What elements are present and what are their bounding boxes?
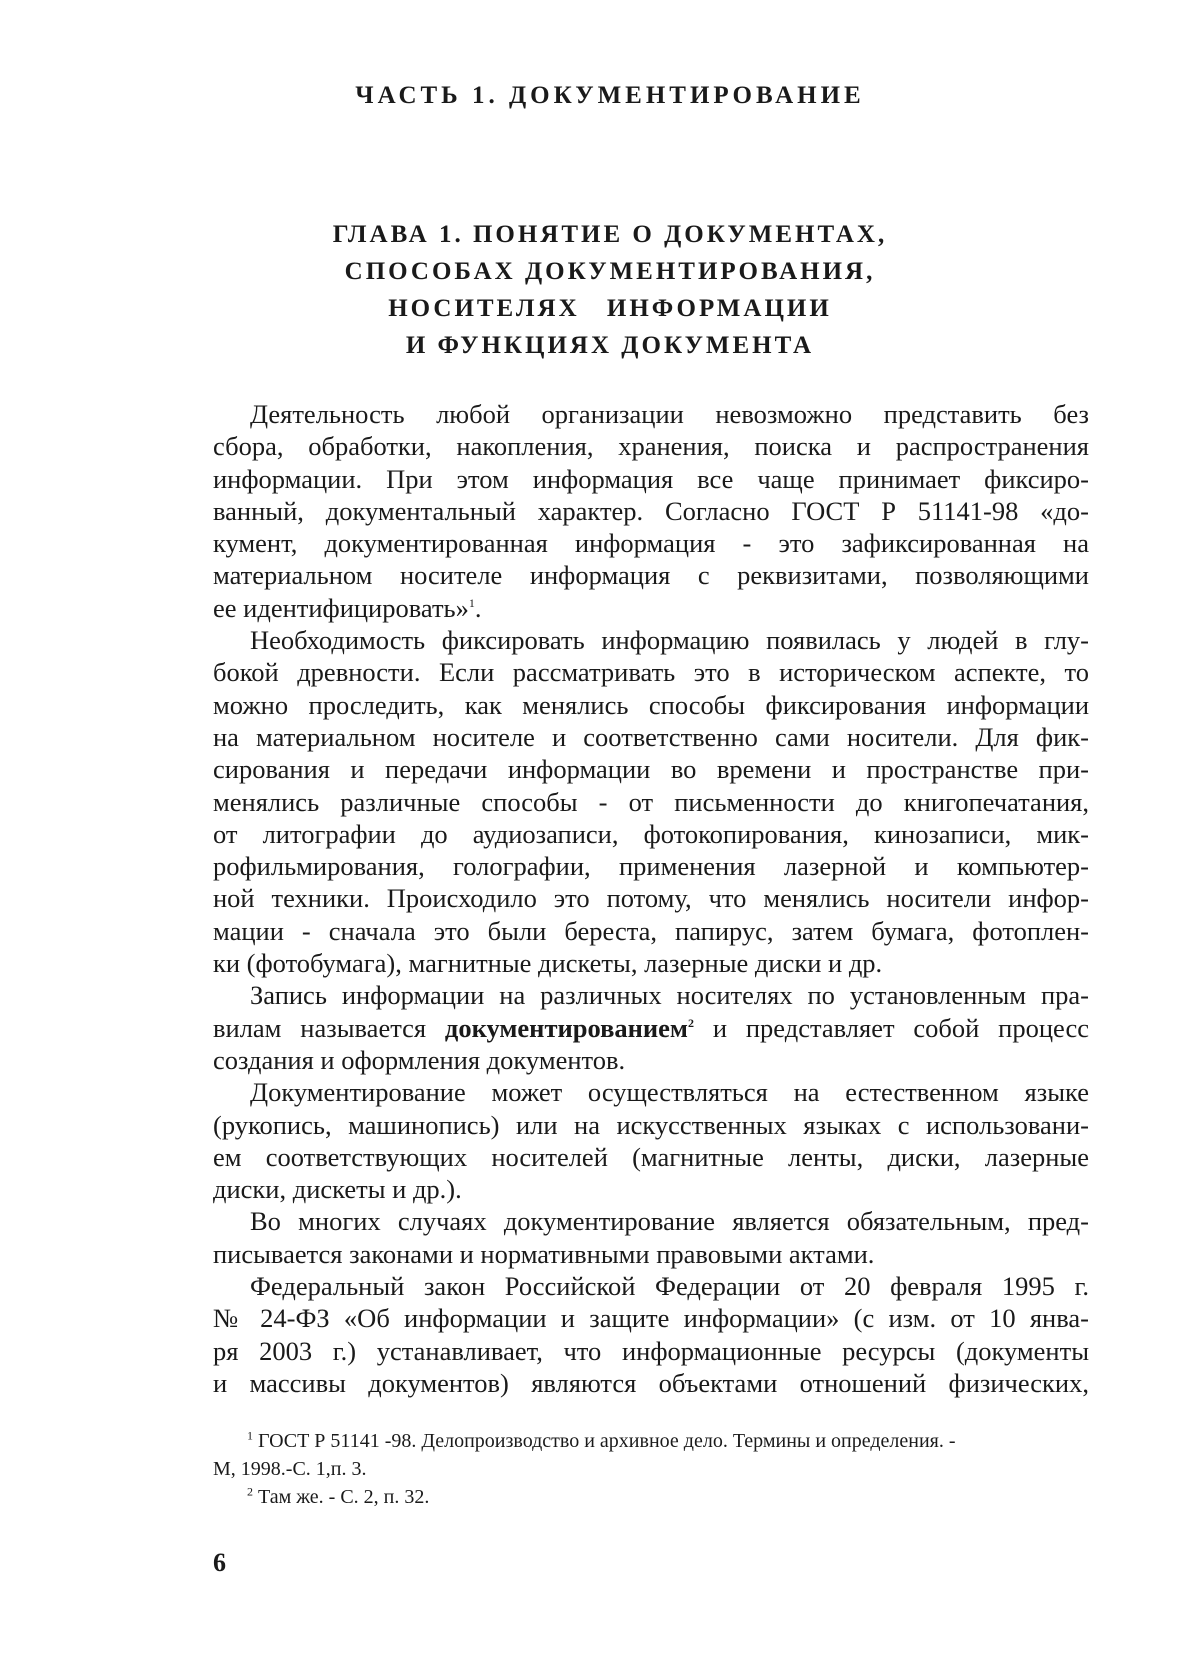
page-number: 6 [213,1548,226,1578]
text-line: Федеральный закон Российской Федерации от 20 февраля 1995 г. [213,1270,1089,1302]
text-line: ем соответствующих носителей (магнитные ленты, диски, лазерные [213,1141,1089,1173]
footnote-ref: 1 [469,596,475,610]
paragraph-5 [213,1205,1089,1270]
part-title: ЧАСТЬ 1. ДОКУМЕНТИРОВАНИЕ [0,82,1200,110]
text-line: материальном носителе информация с реквизитами, позволяющими [213,559,1089,591]
footnote-text: Там же. - С. 2, п. 32. [258,1486,429,1508]
footnotes [213,1427,1089,1511]
text-line: Во многих случаях документирование является обязательным, пред- [213,1205,1089,1237]
text-line: мации - сначала это были береста, папирус, затем бумага, фотоплен- [213,915,1089,947]
text-line: бокой древности. Если рассматривать это в историческом аспекте, то [213,656,1089,688]
text-line: от литографии до аудиозаписи, фотокопирования, кинозаписи, мик- [213,818,1089,850]
footnote-number: 1 [247,1428,253,1442]
bold-term: документированием [445,1013,688,1043]
footnote-2 [213,1483,1089,1511]
footnote-1-continued: М, 1998.-С. 1,п. 3. [213,1455,1089,1483]
text-line: № 24-ФЗ «Об информации и защите информации» (с изм. от 10 янва- [213,1302,1089,1334]
paragraph-3 [213,979,1089,1076]
text-line: кумент, документированная информация - это зафиксированная на [213,527,1089,559]
text-line: на материальном носителе и соответственно сами носители. Для фик- [213,721,1089,753]
text-line: писывается законами и нормативными правовыми актами. [213,1238,1089,1270]
text-line: менялись различные способы - от письменности до книгопечатания, [213,786,1089,818]
footnote-text: ГОСТ Р 51141 -98. Делопроизводство и архивное дело. Термины и определения. - [258,1430,956,1452]
text-line: Деятельность любой организации невозможно представить без [213,398,1089,430]
text-line [213,592,1089,624]
text-line: создания и оформления документов. [213,1044,1089,1076]
footnote-1 [213,1427,1089,1455]
text-fragment: вилам называется [213,1013,445,1043]
paragraph-6 [213,1270,1089,1399]
text-fragment: ее идентифицировать» [213,593,469,623]
text-line: Необходимость фиксировать информацию появилась у людей в глу- [213,624,1089,656]
text-fragment: и представляет собой процесс [694,1013,1089,1043]
footnote-number: 2 [247,1484,253,1498]
text-line: можно проследить, как менялись способы фиксирования информации [213,689,1089,721]
paragraph-1 [213,398,1089,624]
text-line: ки (фотобумага), магнитные дискеты, лазерные диски и др. [213,947,1089,979]
text-line: рофильмирования, голографии, применения лазерной и компьютер- [213,850,1089,882]
paragraph-4 [213,1076,1089,1205]
text-line: Запись информации на различных носителях по установленным пра- [213,979,1089,1011]
text-line [213,1012,1089,1044]
text-line: сирования и передачи информации во времени и пространстве при- [213,753,1089,785]
text-line: ря 2003 г.) устанавливает, что информационные ресурсы (документы [213,1335,1089,1367]
text-line: ной техники. Происходило это потому, что менялись носители инфор- [213,882,1089,914]
text-line: (рукопись, машинопись) или на искусственных языках с использовани- [213,1109,1089,1141]
body-text [213,398,1089,1399]
chapter-title [0,216,1200,364]
document-page [0,0,1200,1675]
text-line: ванный, документальный характер. Согласно ГОСТ Р 51141-98 «до- [213,495,1089,527]
chapter-title-line: СПОСОБАХ ДОКУМЕНТИРОВАНИЯ, [20,253,1200,290]
text-fragment: . [475,593,482,623]
footnote-ref: 2 [688,1016,694,1030]
chapter-title-line: И ФУНКЦИЯХ ДОКУМЕНТА [20,327,1200,364]
chapter-title-line: ГЛАВА 1. ПОНЯТИЕ О ДОКУМЕНТАХ, [20,216,1200,253]
text-line: диски, дискеты и др.). [213,1173,1089,1205]
text-line: сбора, обработки, накопления, хранения, поиска и распространения [213,430,1089,462]
text-line: информации. При этом информация все чаще принимает фиксиро- [213,463,1089,495]
paragraph-2 [213,624,1089,979]
text-line: и массивы документов) являются объектами отношений физических, [213,1367,1089,1399]
chapter-title-line: НОСИТЕЛЯХ ИНФОРМАЦИИ [20,290,1200,327]
text-line: Документирование может осуществляться на естественном языке [213,1076,1089,1108]
